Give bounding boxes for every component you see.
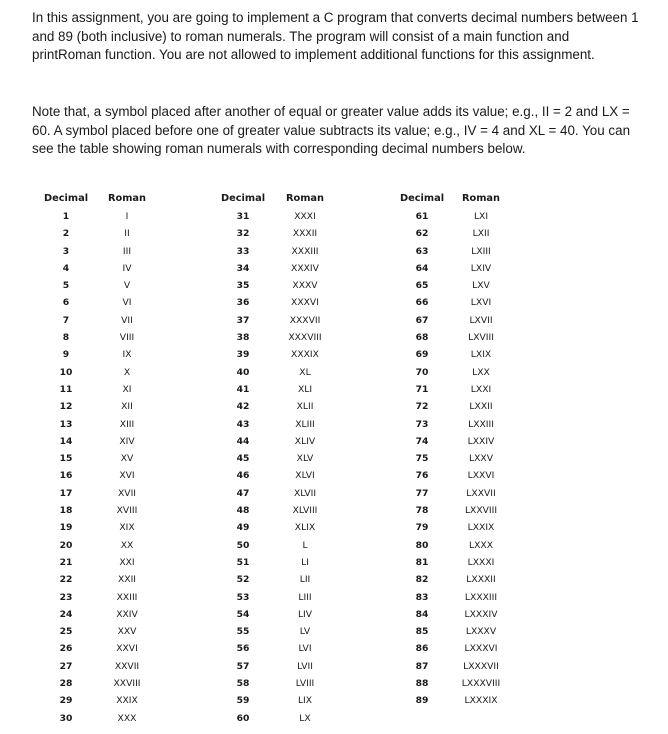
roman-value: XLVI — [295, 470, 315, 482]
decimal-value: 12 — [59, 401, 73, 413]
roman-value: XVII — [118, 487, 136, 499]
roman-value: IX — [122, 349, 132, 361]
decimal-value: 39 — [236, 349, 250, 361]
header-roman: Roman — [107, 193, 147, 204]
decimal-value: 59 — [236, 695, 250, 707]
decimal-value: 76 — [415, 470, 429, 482]
decimal-value: 41 — [236, 383, 250, 395]
decimal-value: 8 — [62, 332, 70, 344]
decimal-value: 83 — [415, 591, 429, 603]
decimal-value: 28 — [59, 678, 73, 690]
decimal-value: 35 — [236, 280, 250, 292]
decimal-value: 86 — [415, 643, 429, 655]
roman-value: LVIII — [295, 678, 315, 690]
decimal-value: 17 — [59, 487, 73, 499]
decimal-value: 49 — [236, 522, 250, 534]
roman-value: LXIV — [470, 262, 492, 274]
header-decimal: Decimal — [220, 193, 266, 204]
roman-value: I — [125, 211, 129, 222]
roman-value: XLIII — [295, 418, 315, 430]
roman-value: LXVII — [469, 314, 493, 326]
roman-value: XLVII — [293, 487, 317, 499]
roman-value: LXVIII — [468, 332, 494, 344]
decimal-value: 7 — [62, 314, 70, 326]
decimal-value: 82 — [415, 574, 429, 586]
roman-value: XXXI — [294, 211, 316, 222]
decimal-value: 66 — [415, 297, 429, 309]
decimal-value: 74 — [415, 435, 429, 447]
roman-value: LXXXIII — [464, 591, 498, 603]
decimal-value: 78 — [415, 505, 429, 517]
decimal-value: 58 — [236, 678, 250, 690]
decimal-value: 79 — [415, 522, 429, 534]
decimal-value: 44 — [236, 435, 250, 447]
decimal-value: 5 — [62, 280, 70, 292]
decimal-value: 30 — [59, 712, 73, 724]
decimal-value: 21 — [59, 556, 73, 568]
decimal-value: 47 — [236, 487, 250, 499]
roman-value: LXIII — [471, 245, 491, 257]
roman-value: XLII — [296, 401, 314, 413]
decimal-value: 60 — [236, 712, 250, 724]
roman-value: L — [302, 539, 308, 551]
roman-value: LXXIX — [467, 522, 495, 534]
decimal-value: 46 — [236, 470, 250, 482]
decimal-value: 25 — [59, 626, 73, 638]
decimal-value: 1 — [62, 211, 70, 222]
roman-value: LXXVI — [467, 470, 495, 482]
decimal-value: 34 — [236, 262, 250, 274]
roman-value: LVI — [298, 643, 312, 655]
decimal-value: 53 — [236, 591, 250, 603]
roman-value: XXII — [117, 574, 136, 586]
roman-value: XVI — [119, 470, 135, 482]
header-decimal: Decimal — [43, 193, 89, 204]
decimal-value: 2 — [62, 228, 70, 240]
roman-value: XXI — [119, 556, 135, 568]
header-roman: Roman — [461, 193, 501, 204]
decimal-value: 87 — [415, 660, 429, 672]
roman-value: XIII — [119, 418, 135, 430]
roman-value: XLIX — [294, 522, 316, 534]
decimal-value: 88 — [415, 678, 429, 690]
decimal-value: 13 — [59, 418, 73, 430]
decimal-value: 10 — [59, 366, 73, 378]
decimal-value: 80 — [415, 539, 429, 551]
decimal-value: 4 — [62, 262, 70, 274]
decimal-value: 54 — [236, 608, 250, 620]
decimal-value: 9 — [62, 349, 70, 361]
decimal-value: 18 — [59, 505, 73, 517]
decimal-value: 15 — [59, 453, 73, 465]
roman-value: LXXXII — [466, 574, 496, 586]
decimal-value: 42 — [236, 401, 250, 413]
roman-value: XLVIII — [292, 505, 318, 517]
decimal-value: 55 — [236, 626, 250, 638]
roman-value: LXXXIX — [464, 695, 498, 707]
roman-value: XXXV — [292, 280, 318, 292]
roman-value: VIII — [119, 332, 135, 344]
decimal-value: 31 — [236, 211, 250, 222]
roman-value: XXXVIII — [288, 332, 322, 344]
decimal-value: 20 — [59, 539, 73, 551]
decimal-value: 6 — [62, 297, 70, 309]
decimal-value: 62 — [415, 228, 429, 240]
roman-value: XI — [122, 383, 132, 395]
roman-value: XV — [120, 453, 134, 465]
decimal-value: 77 — [415, 487, 429, 499]
decimal-value: 70 — [415, 366, 429, 378]
roman-value: XXIV — [116, 608, 138, 620]
roman-value: LII — [299, 574, 311, 586]
decimal-value: 40 — [236, 366, 250, 378]
roman-value: XXXVI — [291, 297, 319, 309]
roman-value: LXXII — [469, 401, 493, 413]
roman-value: LXI — [473, 211, 489, 222]
roman-value: XXIII — [116, 591, 138, 603]
decimal-value: 89 — [415, 695, 429, 707]
decimal-value: 81 — [415, 556, 429, 568]
roman-value: XVIII — [116, 505, 138, 517]
roman-value: XXV — [117, 626, 137, 638]
roman-value: XXVIII — [113, 678, 141, 690]
decimal-value: 69 — [415, 349, 429, 361]
decimal-value: 73 — [415, 418, 429, 430]
decimal-value: 63 — [415, 245, 429, 257]
roman-value: XXXIX — [291, 349, 319, 361]
roman-value: LIII — [298, 591, 312, 603]
roman-value: LXXXVIII — [461, 678, 501, 690]
roman-value: XX — [120, 539, 134, 551]
roman-value: X — [123, 366, 131, 378]
decimal-value: 24 — [59, 608, 73, 620]
roman-value: XXXII — [292, 228, 318, 240]
roman-value: XLIV — [294, 435, 316, 447]
intro-paragraph: In this assignment, you are going to implement a C program that converts decimal numbers between 1 and 89 (both inclusive) to roman numerals. The program will consist of a main function and printRoman function. You are not allowed to implement additional functions for this assignment. — [32, 10, 639, 63]
decimal-value: 32 — [236, 228, 250, 240]
header-roman: Roman — [285, 193, 325, 204]
roman-value: XII — [121, 401, 133, 413]
decimal-value: 26 — [59, 643, 73, 655]
roman-value: XXXVII — [289, 314, 321, 326]
decimal-value: 67 — [415, 314, 429, 326]
decimal-value: 29 — [59, 695, 73, 707]
roman-value: LIV — [297, 608, 313, 620]
decimal-value: 3 — [62, 245, 70, 257]
roman-value: IV — [122, 262, 132, 274]
roman-value: LXII — [472, 228, 490, 240]
roman-value: LXIX — [470, 349, 492, 361]
roman-value: LXXV — [469, 453, 493, 465]
decimal-value: 22 — [59, 574, 73, 586]
note-paragraph: Note that, a symbol placed after another of equal or greater value adds its value; e.g., II = 2 and LX = 60. A symbol placed before one of greater value subtracts its value; e.g., IV = 4 and XL = 40. You can see the table showing roman numerals with corresponding decimal numbers below. — [32, 104, 631, 157]
roman-value: VII — [121, 314, 133, 326]
roman-value: XXX — [117, 712, 137, 724]
roman-value: XXVII — [114, 660, 140, 672]
roman-value: LXXXI — [467, 556, 495, 568]
decimal-value: 11 — [59, 383, 73, 395]
roman-value: XXVI — [116, 643, 138, 655]
roman-value: XXIX — [116, 695, 138, 707]
decimal-value: 16 — [59, 470, 73, 482]
decimal-value: 71 — [415, 383, 429, 395]
roman-value: II — [124, 228, 130, 240]
decimal-value: 84 — [415, 608, 429, 620]
roman-value: XLV — [296, 453, 314, 465]
decimal-value: 61 — [415, 211, 429, 222]
roman-value: LXXVII — [466, 487, 496, 499]
roman-value: LXXVIII — [464, 505, 498, 517]
decimal-value: 65 — [415, 280, 429, 292]
roman-value: LI — [301, 556, 309, 568]
roman-value: XXXIII — [291, 245, 319, 257]
decimal-value: 75 — [415, 453, 429, 465]
roman-value: LX — [299, 712, 311, 724]
decimal-value: 23 — [59, 591, 73, 603]
decimal-value: 19 — [59, 522, 73, 534]
decimal-value: 43 — [236, 418, 250, 430]
decimal-value: 51 — [236, 556, 250, 568]
roman-value: VI — [122, 297, 132, 309]
decimal-value: 64 — [415, 262, 429, 274]
roman-value: LXXXV — [465, 626, 497, 638]
decimal-value: 85 — [415, 626, 429, 638]
decimal-value: 38 — [236, 332, 250, 344]
roman-value: III — [122, 245, 132, 257]
decimal-value: 45 — [236, 453, 250, 465]
decimal-value: 36 — [236, 297, 250, 309]
roman-value: LXV — [472, 280, 490, 292]
roman-value: LXX — [472, 366, 490, 378]
decimal-value: 37 — [236, 314, 250, 326]
decimal-value: 72 — [415, 401, 429, 413]
decimal-value: 52 — [236, 574, 250, 586]
decimal-value: 14 — [59, 435, 73, 447]
decimal-value: 27 — [59, 660, 73, 672]
roman-value: XL — [299, 366, 311, 378]
roman-value: V — [123, 280, 131, 292]
decimal-value: 68 — [415, 332, 429, 344]
roman-value: XXXIV — [291, 262, 319, 274]
roman-value: XLI — [297, 383, 313, 395]
roman-value: XIX — [119, 522, 135, 534]
roman-value: LXXIV — [467, 435, 495, 447]
decimal-value: 57 — [236, 660, 250, 672]
decimal-value: 50 — [236, 539, 250, 551]
decimal-value: 33 — [236, 245, 250, 257]
roman-value: LXXX — [468, 539, 493, 551]
decimal-value: 56 — [236, 643, 250, 655]
roman-value: LIX — [297, 695, 313, 707]
roman-value: LXXXVI — [464, 643, 498, 655]
header-decimal: Decimal — [399, 193, 445, 204]
roman-value: LXXIII — [468, 418, 494, 430]
roman-value: LXXXVII — [463, 660, 499, 672]
roman-value: LXXXIV — [464, 608, 498, 620]
roman-value: LVII — [297, 660, 313, 672]
roman-value: LXXI — [470, 383, 492, 395]
roman-value: XIV — [119, 435, 135, 447]
roman-value: LV — [299, 626, 311, 638]
decimal-value: 48 — [236, 505, 250, 517]
roman-value: LXVI — [470, 297, 492, 309]
